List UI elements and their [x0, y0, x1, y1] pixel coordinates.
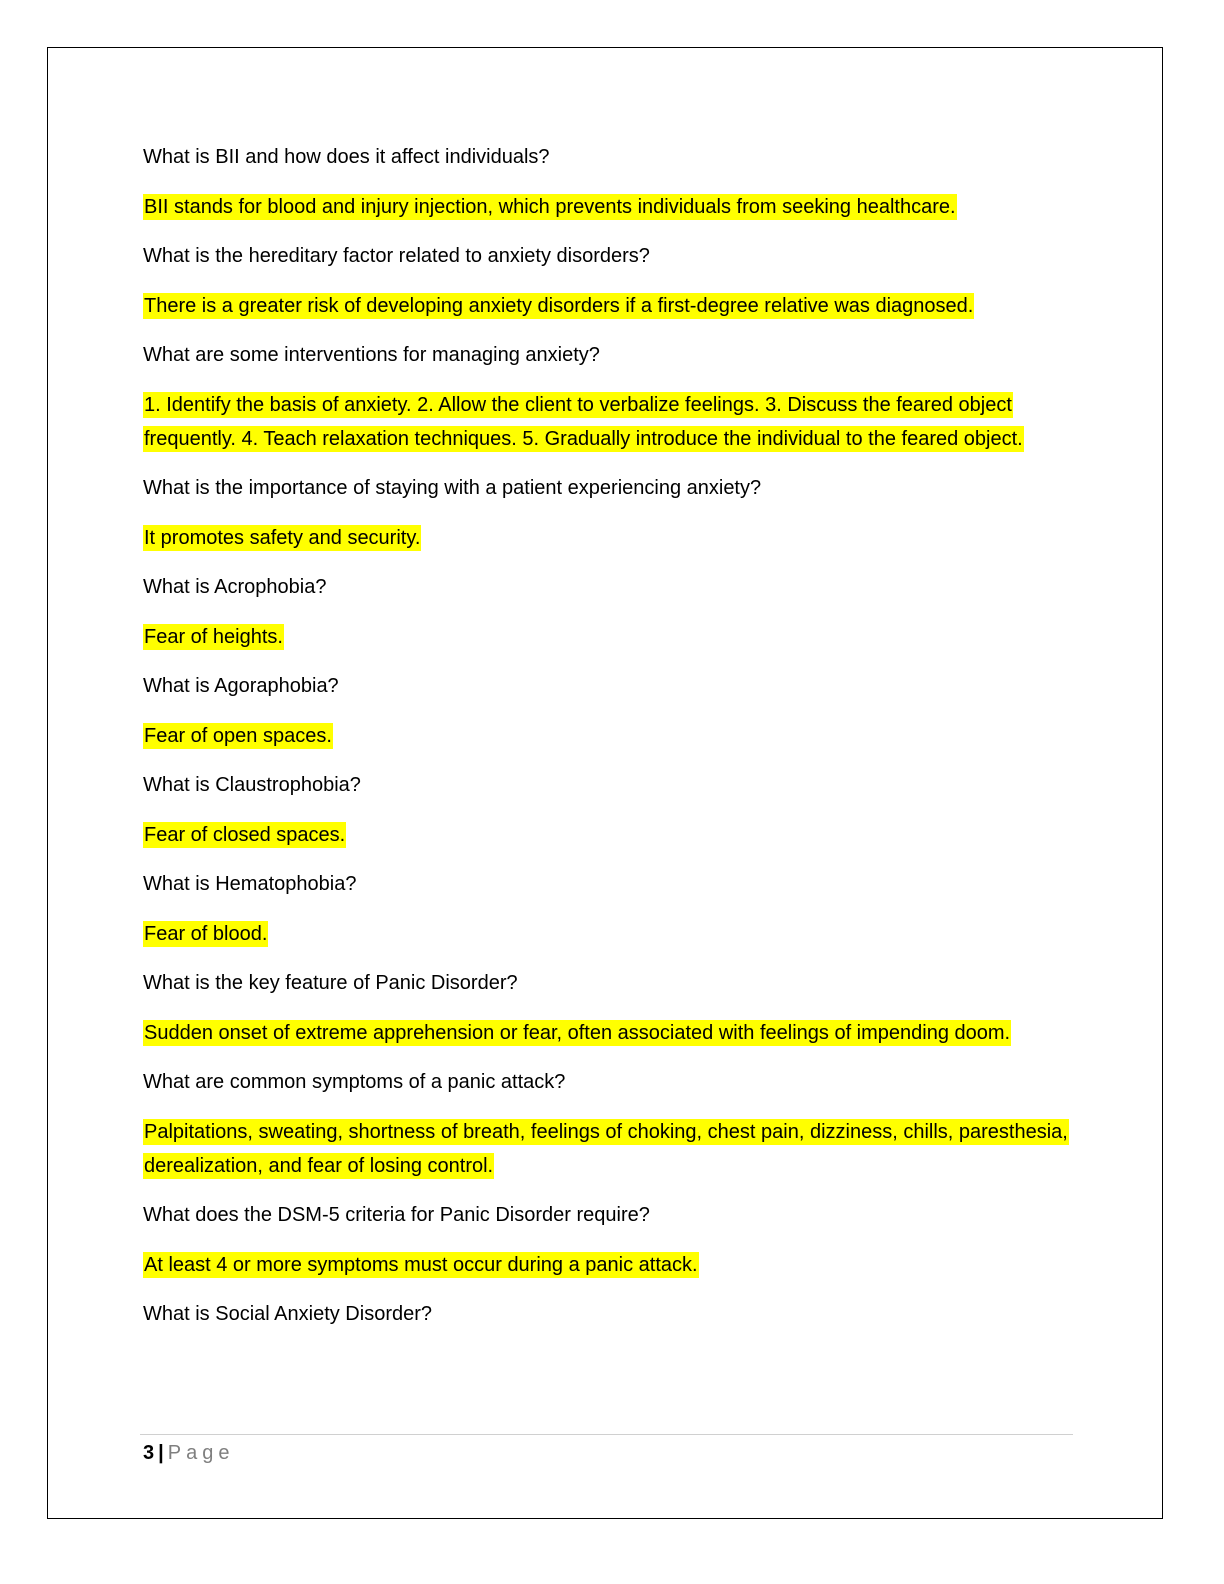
question-9: What is the key feature of Panic Disorder? — [143, 972, 518, 994]
footer-divider — [140, 1434, 1073, 1435]
question-1: What is BII and how does it affect individuals? — [143, 146, 550, 168]
question-7: What is Claustrophobia? — [143, 774, 361, 796]
page-label: Page — [167, 1442, 235, 1464]
question-5: What is Acrophobia? — [143, 576, 327, 598]
page-number: 3 — [143, 1442, 155, 1464]
page-footer — [143, 1438, 234, 1468]
answer-1: BII stands for blood and injury injection, which prevents individuals from seeking healthcare. — [144, 195, 956, 218]
question-2: What is the hereditary factor related to anxiety disorders? — [143, 245, 650, 267]
footer-separator: | — [158, 1442, 164, 1464]
document-body — [143, 140, 1073, 1347]
answer-10: Palpitations, sweating, shortness of breath, feelings of choking, chest pain, dizziness, chills, paresthesia, derealization, and fear of losing control. — [144, 1120, 1068, 1177]
question-8: What is Hematophobia? — [143, 873, 357, 895]
question-10: What are common symptoms of a panic attack? — [143, 1071, 566, 1093]
answer-11: At least 4 or more symptoms must occur during a panic attack. — [144, 1253, 698, 1276]
question-4: What is the importance of staying with a patient experiencing anxiety? — [143, 477, 762, 499]
answer-4: It promotes safety and security. — [144, 526, 421, 549]
answer-2: There is a greater risk of developing anxiety disorders if a first-degree relative was diagnosed. — [144, 294, 974, 317]
answer-6: Fear of open spaces. — [144, 724, 332, 747]
answer-8: Fear of blood. — [144, 922, 268, 945]
question-11: What does the DSM-5 criteria for Panic Disorder require? — [143, 1204, 650, 1226]
answer-7: Fear of closed spaces. — [144, 823, 346, 846]
answer-9: Sudden onset of extreme apprehension or fear, often associated with feelings of impending doom. — [144, 1021, 1011, 1044]
answer-3: 1. Identify the basis of anxiety. 2. Allow the client to verbalize feelings. 3. Discuss the feared object frequently. 4. Teach relaxation techniques. 5. Gradually introduce the individual to the feared object. — [144, 393, 1023, 450]
question-3: What are some interventions for managing anxiety? — [143, 344, 600, 366]
question-6: What is Agoraphobia? — [143, 675, 339, 697]
answer-5: Fear of heights. — [144, 625, 283, 648]
question-12: What is Social Anxiety Disorder? — [143, 1303, 433, 1325]
